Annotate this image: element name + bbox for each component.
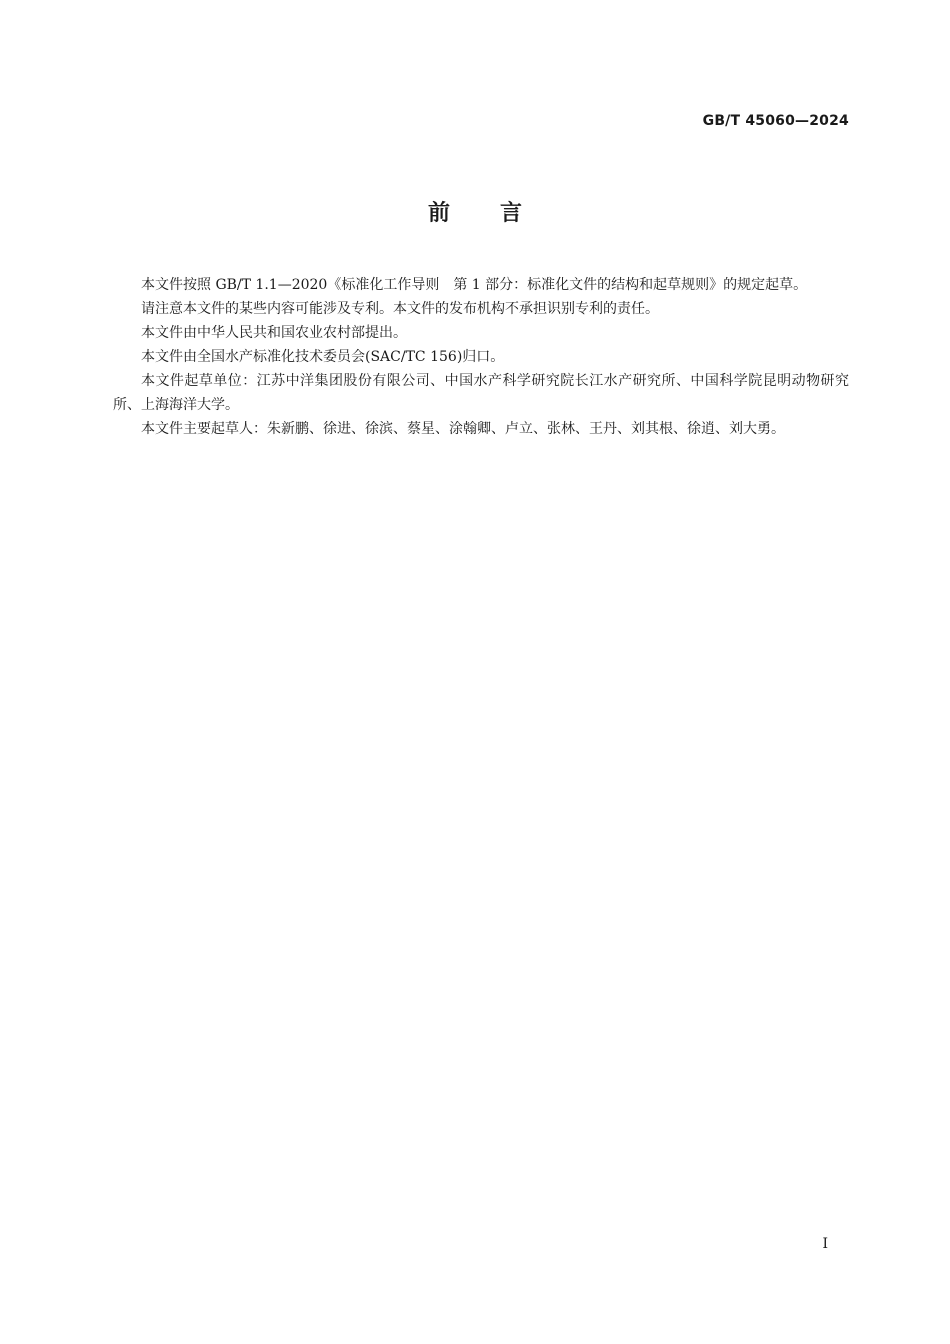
paragraph-under-jurisdiction: 本文件由全国水产标准化技术委员会(SAC/TC 156)归口。	[141, 349, 505, 365]
paragraph-drafters: 本文件主要起草人：朱新鹏、徐进、徐滨、蔡星、涂翰卿、卢立、张林、王丹、刘其根、徐逍、刘大勇。	[141, 421, 785, 437]
page-number: I	[822, 1236, 828, 1252]
title-char-1: 前	[427, 201, 450, 226]
foreword-body	[113, 273, 849, 441]
paragraph-patent-notice: 请注意本文件的某些内容可能涉及专利。本文件的发布机构不承担识别专利的责任。	[141, 301, 659, 317]
paragraph-drafting-rules: 本文件按照 GB/T 1.1—2020《标准化工作导则 第 1 部分：标准化文件的结构和起草规则》的规定起草。	[141, 277, 808, 293]
page-title	[0, 196, 950, 227]
paragraph-proposed-by: 本文件由中华人民共和国农业农村部提出。	[141, 325, 407, 341]
paragraph-drafting-units: 本文件起草单位：江苏中洋集团股份有限公司、中国水产科学研究院长江水产研究所、中国科学院昆明动物研究所、上海海洋大学。	[113, 373, 849, 413]
standard-code: GB/T 45060—2024	[702, 113, 849, 129]
title-char-2: 言	[500, 201, 523, 226]
